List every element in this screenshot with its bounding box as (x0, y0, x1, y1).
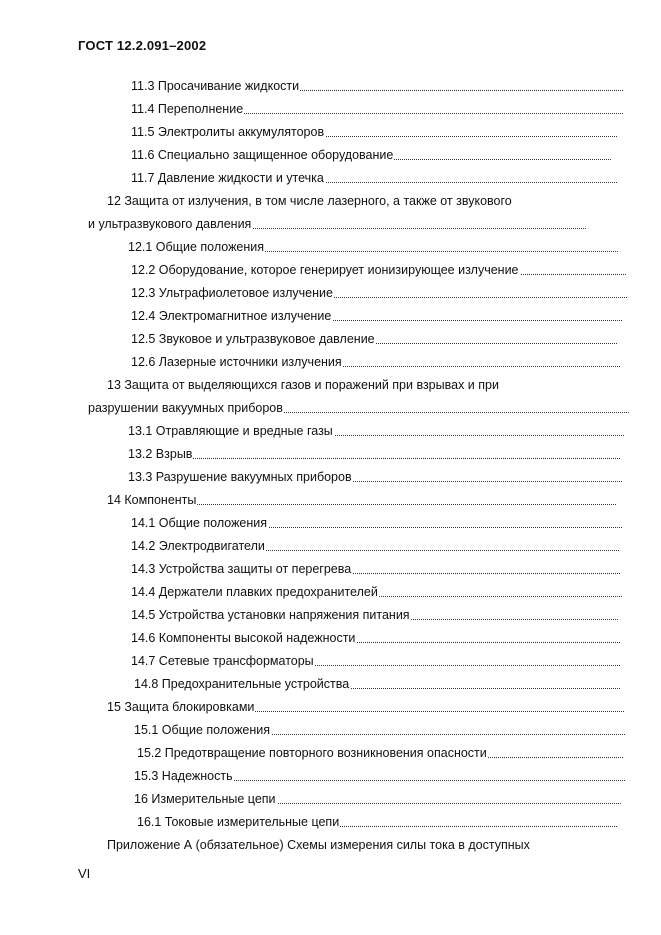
toc-entry (134, 676, 620, 692)
toc-entry-label: 15 Защита блокировками (107, 700, 255, 714)
toc-entry-label: 14.8 Предохранительные устройства (134, 677, 350, 691)
toc-entry (131, 607, 618, 623)
document-header: ГОСТ 12.2.091–2002 (78, 38, 207, 53)
toc-entry-label: 14.1 Общие положения (131, 516, 268, 530)
toc-entry (131, 170, 617, 186)
toc-entry-label: 11.4 Переполнение (131, 102, 244, 116)
toc-entry (107, 492, 616, 508)
toc-entry-label: 12.5 Звуковое и ультразвуковое давление (131, 332, 375, 346)
toc-entry-label: 11.6 Специально защищенное оборудование (131, 148, 394, 162)
toc-entry (137, 814, 617, 830)
toc-entry (131, 101, 623, 117)
toc-entry-label: 13.2 Взрыв (128, 447, 193, 461)
toc-entry-label: 15.3 Надежность (134, 769, 233, 783)
toc-entry-label: разрушении вакуумных приборов (88, 401, 283, 415)
toc-entry (137, 745, 623, 761)
toc-entry (88, 216, 586, 232)
toc-entry (131, 653, 620, 669)
toc-entry (128, 469, 622, 485)
toc-entry (131, 561, 620, 577)
toc-entry (131, 147, 611, 163)
toc-entry (134, 791, 621, 807)
toc-entry-label: 12.1 Общие положения (128, 240, 265, 254)
toc-entry-label: 11.3 Просачивание жидкости (131, 79, 300, 93)
toc-entry-label: 14.5 Устройства установки напряжения питания (131, 608, 410, 622)
toc-entry (131, 308, 622, 324)
toc-entry (128, 423, 624, 439)
toc-entry-label: 14.2 Электродвигатели (131, 539, 265, 553)
toc-entry (128, 239, 618, 255)
toc-entry-label: 12.2 Оборудование, которое генерирует ионизирующее излучение (131, 263, 519, 277)
toc-entry (88, 400, 629, 416)
toc-entry (134, 722, 625, 738)
toc-entry-label: 14.6 Компоненты высокой надежности (131, 631, 356, 645)
toc-entry (131, 285, 627, 301)
toc-entry-label: 11.7 Давление жидкости и утечка (131, 171, 324, 185)
toc-entry-label: 14.3 Устройства защиты от перегрева (131, 562, 352, 576)
toc-entry (128, 446, 620, 462)
toc-entry-label: 12.4 Электромагнитное излучение (131, 309, 332, 323)
toc-appendix-heading: Приложение А (обязательное) Схемы измерения силы тока в доступных (107, 838, 530, 852)
toc-entry (131, 262, 626, 278)
toc-entry-label: 13.1 Отравляющие и вредные газы (128, 424, 333, 438)
toc-entry-label: и ультразвукового давления (88, 217, 252, 231)
toc-entry (131, 630, 620, 646)
toc-entry-label: 16 Измерительные цепи (134, 792, 276, 806)
toc-entry-label: 14.4 Держатели плавких предохранителей (131, 585, 378, 599)
toc-entry-label: 13.3 Разрушение вакуумных приборов (128, 470, 352, 484)
toc-entry (131, 331, 617, 347)
toc-entry-label: 11.5 Электролиты аккумуляторов (131, 125, 325, 139)
toc-entry (131, 515, 622, 531)
toc-entry (131, 124, 617, 140)
toc-section-heading: 12 Защита от излучения, в том числе лазерного, а также от звукового (107, 194, 512, 208)
toc-entry (131, 78, 623, 94)
toc-entry (131, 538, 619, 554)
toc-entry-label: 15.2 Предотвращение повторного возникновения опасности (137, 746, 487, 760)
toc-entry (131, 354, 620, 370)
toc-entry-label: 16.1 Токовые измерительные цепи (137, 815, 340, 829)
page-number: VI (78, 866, 91, 881)
toc-entry-label: 14.7 Сетевые трансформаторы (131, 654, 314, 668)
toc-entry (134, 768, 625, 784)
toc-entry-label: 15.1 Общие положения (134, 723, 271, 737)
toc-entry (131, 584, 622, 600)
toc-section-heading: 13 Защита от выделяющихся газов и поражений при взрывах и при (107, 378, 499, 392)
toc-entry-label: 14 Компоненты (107, 493, 197, 507)
toc-entry (107, 699, 624, 715)
toc-entry-label: 12.3 Ультрафиолетовое излучение (131, 286, 333, 300)
toc-entry-label: 12.6 Лазерные источники излучения (131, 355, 342, 369)
